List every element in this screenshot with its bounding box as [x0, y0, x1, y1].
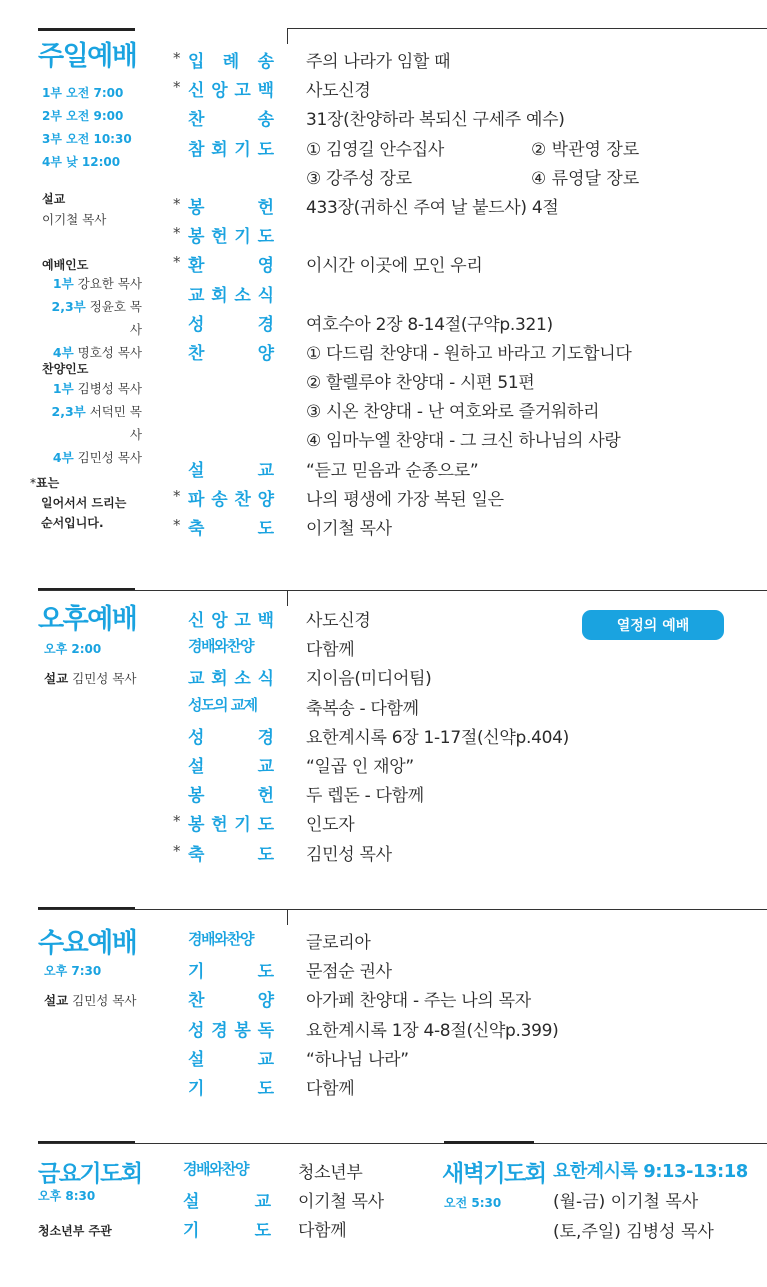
order-value: 이시간 이곳에 모인 우리	[306, 256, 483, 277]
order-label-char: 성	[188, 727, 205, 748]
order-label	[188, 281, 274, 306]
wednesday-title: 수요예배	[38, 928, 137, 959]
sunday-order-row	[173, 135, 763, 164]
sunday-order-row	[173, 281, 763, 310]
leader-row: 1부 강요한 목사	[52, 276, 142, 291]
friday-order-row	[168, 1187, 448, 1216]
order-label-char: 도	[257, 139, 274, 160]
standing-marker: *	[173, 841, 181, 860]
order-label-char: 식	[257, 285, 274, 306]
order-label-char: 도	[257, 815, 274, 836]
dawn-time: 오전 5:30	[444, 1196, 502, 1210]
order-label-char: 교	[257, 756, 274, 777]
sunday-order-row	[173, 310, 763, 339]
order-value: 아가페 찬양대 - 주는 나의 목자	[306, 991, 531, 1012]
order-label	[188, 840, 274, 865]
order-label-char: 설	[188, 1049, 205, 1070]
wednesday-order-row	[173, 1045, 763, 1074]
order-value: ② 할렐루야 찬양대 - 시편 51편	[306, 373, 535, 394]
order-label	[188, 135, 274, 160]
sunday-order-row	[173, 76, 763, 105]
order-label	[188, 752, 274, 777]
order-label-char: 고	[234, 81, 251, 102]
order-label-char: 파	[188, 489, 205, 510]
afternoon-title: 오후예배	[38, 604, 137, 635]
order-label-char: 신	[188, 611, 205, 631]
order-label	[188, 928, 274, 949]
order-label	[188, 986, 274, 1011]
order-label-char: 봉	[188, 786, 205, 807]
order-label-char: 기	[183, 1221, 200, 1242]
order-label-char: 봉	[188, 815, 205, 836]
order-label	[188, 664, 274, 689]
order-label-char: 경	[257, 727, 274, 748]
order-label-char: 소	[234, 285, 251, 306]
sunday-title: 주일예배	[38, 41, 137, 72]
order-label-char: 앙	[211, 81, 228, 102]
order-label-char: 례	[222, 52, 240, 72]
afternoon-order-row	[173, 840, 763, 869]
order-label-char: 양	[257, 489, 274, 510]
order-label	[188, 251, 274, 276]
order-label-char: 성	[188, 314, 205, 335]
order-label-char: 헌	[211, 815, 228, 836]
order-label-char: 축	[188, 519, 205, 539]
order-label-char: 양	[257, 343, 274, 364]
order-label-char: 백	[257, 81, 274, 102]
order-label-char: 찬	[188, 991, 205, 1012]
order-label-char: 헌	[257, 786, 274, 807]
afternoon-vertical-tick	[287, 590, 288, 606]
afternoon-order-row	[173, 810, 763, 839]
order-label-char: 독	[257, 1020, 274, 1041]
order-label-char: 봉	[188, 197, 205, 218]
order-label-char: 회	[211, 285, 228, 306]
order-label-char: 교	[188, 669, 205, 690]
order-label-char: 입	[188, 52, 205, 72]
order-label-char: 양	[257, 991, 274, 1012]
sunday-order-row	[173, 456, 763, 485]
order-label	[188, 694, 274, 715]
standing-marker: *	[173, 253, 181, 272]
friday-divider	[38, 1143, 767, 1144]
order-value: 다함께	[306, 640, 355, 661]
sunday-order-row	[173, 105, 763, 134]
wednesday-order-row	[173, 957, 763, 986]
standing-marker: *	[173, 194, 181, 213]
order-label-char: 기	[234, 815, 251, 836]
sunday-leader-head: 예배인도	[42, 258, 89, 272]
wednesday-time: 오후 7:30	[44, 964, 102, 978]
afternoon-order-list	[173, 606, 763, 869]
order-label-char: 회	[211, 139, 228, 160]
note-line: 일어서서 드리는	[41, 496, 127, 510]
order-value: 이기철 목사	[298, 1192, 384, 1213]
order-value: 요한계시록 6장 1-17절(신약p.404)	[306, 727, 570, 748]
sunday-top-bar	[38, 28, 135, 31]
praise-row: 1부 김병성 목사	[52, 381, 142, 396]
order-value: ① 다드림 찬양대 - 원하고 바라고 기도합니다	[306, 343, 632, 364]
order-label-char: 식	[257, 669, 274, 690]
standing-marker: *	[173, 78, 181, 97]
order-label-char: 도	[257, 519, 274, 539]
order-label-char: 소	[234, 669, 251, 690]
order-label-char: 신	[188, 81, 205, 102]
order-label-char: 교	[257, 460, 274, 481]
sunday-order-list	[173, 47, 763, 543]
standing-marker: *	[173, 224, 181, 243]
leader-row: 4부 명호성 목사	[52, 345, 142, 360]
order-label-char: 성도의 교제	[188, 695, 257, 714]
order-label	[188, 723, 274, 748]
dawn-scripture: 요한계시록 9:13-13:18	[553, 1161, 748, 1182]
order-value: “듣고 믿음과 순종으로”	[306, 460, 479, 481]
order-label-char: 교	[257, 1049, 274, 1070]
order-label	[188, 76, 274, 101]
order-value: ④ 임마누엘 찬양대 - 그 크신 하나님의 사랑	[306, 431, 621, 452]
order-value: 433장(귀하신 주여 날 붙드사) 4절	[306, 197, 559, 218]
afternoon-order-row	[173, 606, 763, 635]
order-value: 인도자	[306, 815, 355, 836]
wednesday-order-row	[173, 1016, 763, 1045]
sunday-order-row	[173, 47, 763, 76]
order-label-char: 송	[211, 489, 228, 510]
order-label	[188, 606, 274, 631]
wednesday-order-row	[173, 986, 763, 1015]
order-value: 31장(찬양하라 복되신 구세주 예수)	[306, 110, 565, 131]
order-value: 주의 나라가 임할 때	[306, 52, 451, 72]
sunday-sermon-head: 설교	[42, 192, 66, 206]
order-label-char: 교	[254, 1192, 271, 1213]
order-label	[188, 456, 274, 481]
dawn-line-1: (월-금) 이기철 목사	[553, 1192, 699, 1212]
order-label-char: 참	[188, 139, 205, 160]
wednesday-order-row	[173, 928, 763, 957]
sunday-order-row	[173, 485, 763, 514]
order-label	[188, 485, 274, 510]
standing-marker: *	[173, 486, 181, 505]
order-value: 사도신경	[306, 81, 371, 102]
afternoon-order-row	[173, 781, 763, 810]
order-label-char: 기	[234, 227, 251, 248]
order-label	[188, 222, 274, 247]
order-label-char: 성	[188, 1020, 205, 1041]
order-value: 나의 평생에 가장 복된 일은	[306, 489, 504, 510]
sunday-order-row	[173, 368, 763, 397]
order-value: 문점순 권사	[306, 962, 392, 983]
order-label-char: 봉	[188, 227, 205, 248]
dawn-title: 새벽기도회	[442, 1161, 546, 1187]
afternoon-order-row	[173, 723, 763, 752]
order-value: 글로리아	[306, 933, 371, 953]
friday-host: 청소년부 주관	[38, 1224, 112, 1238]
order-value: ③ 시온 찬양대 - 난 여호와로 즐거워하리	[306, 402, 600, 423]
order-label-char: 고	[234, 611, 251, 631]
order-label-char: 앙	[211, 611, 228, 631]
sunday-times	[42, 82, 132, 174]
leader-row: 2,3부 정윤호 목사	[51, 299, 142, 337]
standing-marker: *	[173, 49, 181, 67]
friday-time: 오후 8:30	[38, 1189, 96, 1203]
order-label-char: 도	[257, 1078, 274, 1099]
sunday-time-3: 3부 오전 10:30	[42, 132, 132, 146]
order-value: ③ 강주성 장로	[306, 168, 412, 189]
order-label-char: 기	[188, 1078, 205, 1099]
order-value: ① 김영길 안수집사	[306, 139, 445, 160]
friday-order-row	[168, 1216, 448, 1245]
order-label-char: 찬	[188, 110, 205, 131]
order-label	[188, 1045, 274, 1070]
afternoon-order-row	[173, 752, 763, 781]
order-label-char: 회	[211, 669, 228, 690]
order-label	[188, 339, 274, 364]
order-value: “일곱 인 재앙”	[306, 756, 414, 777]
order-label-char: 설	[183, 1192, 200, 1213]
order-label-char: 헌	[257, 197, 274, 218]
praise-row: 2,3부 서덕민 목사	[51, 404, 142, 442]
order-label-char: 봉	[234, 1020, 251, 1041]
order-label-char: 도	[257, 844, 274, 865]
order-label-char: 찬	[188, 343, 205, 364]
order-label	[188, 1074, 274, 1099]
sunday-praise-head: 찬양인도	[42, 362, 89, 376]
sunday-order-row	[173, 339, 763, 368]
sunday-order-row	[173, 222, 763, 251]
friday-order-row	[168, 1158, 448, 1187]
sunday-order-row	[173, 193, 763, 222]
afternoon-time: 오후 2:00	[44, 642, 102, 656]
sunday-time-4: 4부 낮 12:00	[42, 155, 121, 169]
order-label-char: 설	[188, 460, 205, 481]
order-label	[188, 781, 274, 806]
order-label	[188, 193, 274, 218]
order-label-char: 설	[188, 756, 205, 777]
order-value: 다함께	[306, 1078, 355, 1099]
note-line: 순서입니다.	[41, 516, 104, 530]
sunday-vertical-tick	[287, 28, 288, 44]
sunday-divider	[287, 28, 767, 29]
order-label	[183, 1187, 271, 1212]
order-label	[188, 514, 274, 539]
order-label-char: 송	[257, 52, 274, 72]
afternoon-order-row	[173, 694, 763, 723]
order-label	[188, 810, 274, 835]
order-label-char: 도	[254, 1221, 271, 1242]
wednesday-order-row	[173, 1074, 763, 1103]
order-label-char: 경배와찬양	[183, 1160, 248, 1178]
order-label	[188, 957, 274, 982]
sunday-order-row	[173, 164, 763, 193]
order-value: 청소년부	[298, 1163, 363, 1183]
sunday-time-1: 1부 오전 7:00	[42, 86, 124, 100]
order-value: 다함께	[298, 1221, 347, 1242]
sunday-order-row	[173, 514, 763, 543]
order-value-secondary: ② 박관영 장로	[531, 139, 640, 160]
sunday-order-row	[173, 397, 763, 426]
order-label-char: 경배와찬양	[188, 637, 253, 656]
order-label	[188, 635, 274, 656]
wednesday-order-list	[173, 928, 763, 1103]
order-value: 사도신경	[306, 611, 371, 631]
standing-marker: *	[173, 812, 181, 831]
wednesday-sermon: 설교 김민성 목사	[44, 993, 137, 1008]
order-label-char: 도	[257, 962, 274, 983]
sunday-order-row	[173, 251, 763, 280]
order-label-char: 찬	[234, 489, 251, 510]
order-label-char: 헌	[211, 227, 228, 248]
afternoon-order-row	[173, 664, 763, 693]
sunday-order-row	[173, 426, 763, 455]
order-label-char: 경	[211, 1020, 228, 1041]
order-label-char: 교	[188, 285, 205, 306]
order-label-char: 송	[257, 110, 274, 131]
order-value: 김민성 목사	[306, 844, 392, 865]
order-label-char: 축	[188, 844, 205, 865]
sunday-note	[30, 473, 126, 533]
order-label-char: 기	[234, 139, 251, 160]
order-label	[188, 47, 274, 72]
afternoon-order-row	[173, 635, 763, 664]
standing-marker: *	[173, 516, 181, 534]
passion-worship-badge: 열정의 예배	[582, 610, 724, 640]
order-label-char: 경배와찬양	[188, 930, 253, 948]
afternoon-divider	[38, 590, 767, 591]
sunday-leaders	[42, 272, 152, 364]
order-value: 지이음(미디어팀)	[306, 669, 432, 690]
friday-order-list	[168, 1158, 448, 1246]
order-label	[188, 105, 274, 130]
praise-row: 4부 김민성 목사	[52, 450, 142, 465]
order-value: 두 렙돈 - 다함께	[306, 786, 424, 807]
sunday-praise	[42, 377, 152, 469]
order-value-secondary: ④ 류영달 장로	[531, 168, 640, 189]
order-value: 여호수아 2장 8-14절(구약p.321)	[306, 314, 553, 335]
sunday-time-2: 2부 오전 9:00	[42, 109, 124, 123]
sunday-sermon-name: 이기철 목사	[42, 212, 107, 227]
note-first-line: *표는	[30, 476, 60, 490]
wednesday-vertical-tick	[287, 909, 288, 925]
order-label-char: 도	[257, 227, 274, 248]
friday-title: 금요기도회	[38, 1161, 142, 1187]
order-label	[188, 310, 274, 335]
dawn-line-2: (토,주일) 김병성 목사	[553, 1222, 714, 1242]
order-label-char: 기	[188, 962, 205, 983]
order-label-char: 환	[188, 256, 205, 277]
order-label-char: 경	[257, 314, 274, 335]
order-label	[183, 1158, 271, 1179]
order-value: 이기철 목사	[306, 519, 392, 539]
order-label-char: 백	[257, 611, 274, 631]
dawn-top-bar	[444, 1141, 534, 1144]
afternoon-sermon: 설교 김민성 목사	[44, 671, 137, 686]
order-value: 축복송 - 다함께	[306, 698, 419, 719]
order-value: 요한계시록 1장 4-8절(신약p.399)	[306, 1020, 559, 1041]
order-label-char: 영	[257, 256, 274, 277]
order-label	[188, 1016, 274, 1041]
wednesday-divider	[38, 909, 767, 910]
order-value: “하나님 나라”	[306, 1049, 409, 1070]
order-label	[183, 1216, 271, 1241]
